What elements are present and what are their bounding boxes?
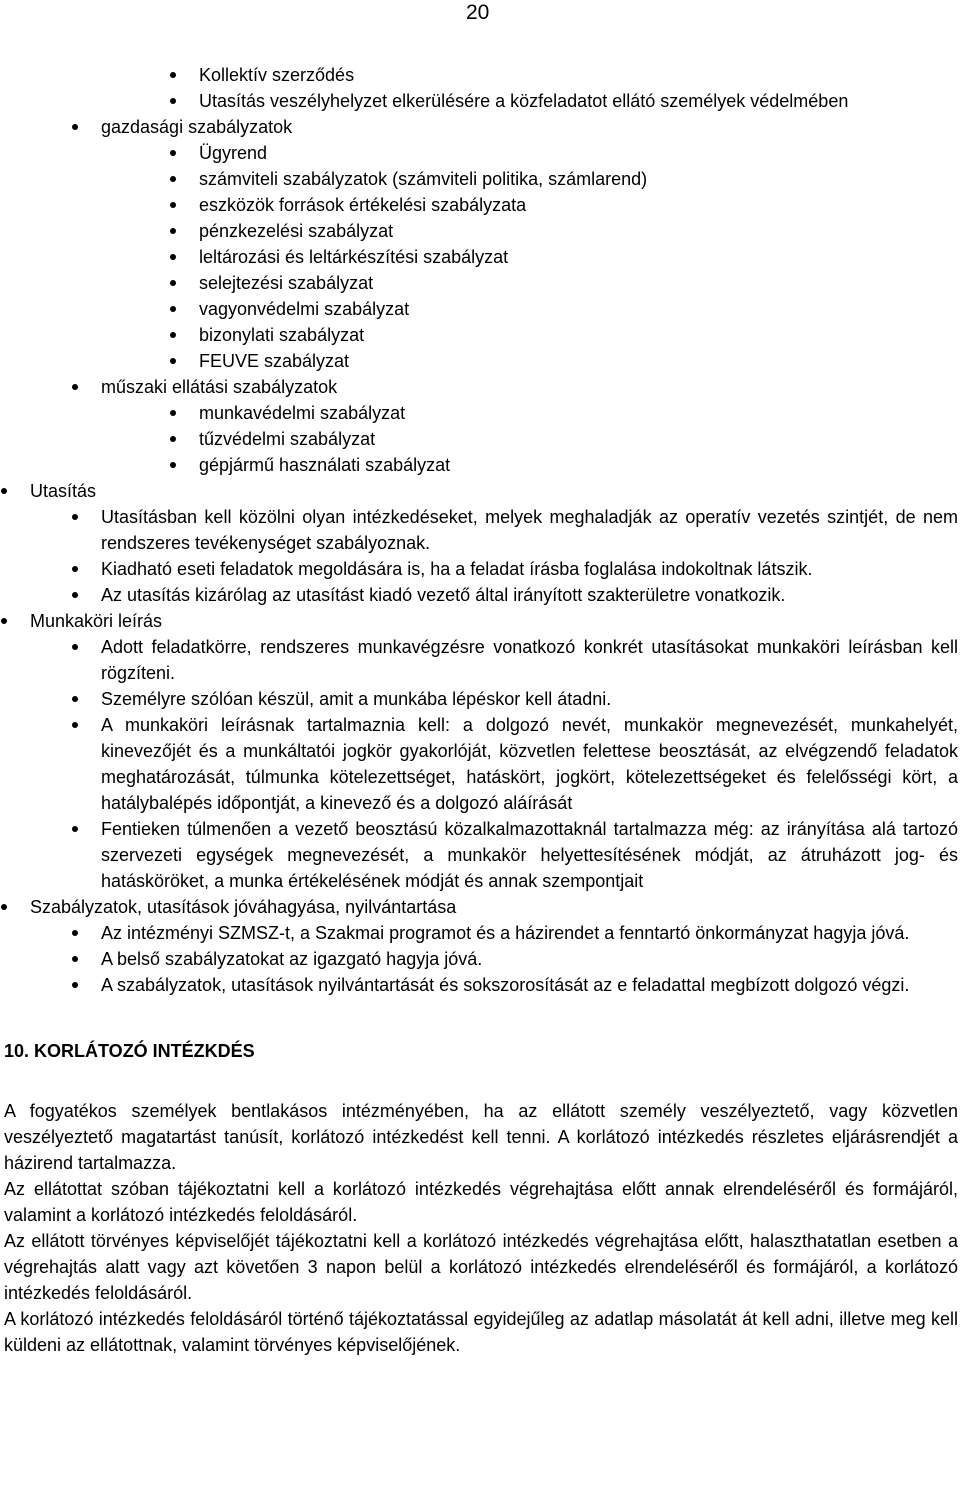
list-item: Utasításban kell közölni olyan intézkedéseket, melyek meghaladják az operatív vezetés szintjét, de nem rendszeres tevékenységet szabályoznak. (0, 504, 958, 556)
list-item: FEUVE szabályzat (0, 348, 958, 374)
list-item: selejtezési szabályzat (0, 270, 958, 296)
list-item: számviteli szabályzatok (számviteli politika, számlarend) (0, 166, 958, 192)
list-item: tűzvédelmi szabályzat (0, 426, 958, 452)
list-item: pénzkezelési szabályzat (0, 218, 958, 244)
list-item: Személyre szólóan készül, amit a munkába lépéskor kell átadni. (0, 686, 958, 712)
list-item: Fentieken túlmenően a vezető beosztású közalkalmazottaknál tartalmazza még: az irányítása alá tartozó szervezeti egységek megnevezését, a munkakör helyettesítésének módját, az átruházott jog- és hatásköröket, a munka értékelésének módját és annak szempontjait (0, 816, 958, 894)
paragraph: A fogyatékos személyek bentlakásos intézményében, ha az ellátott személy veszélyeztető, vagy közvetlen veszélyeztető magatartást tanúsít, korlátozó intézkedést kell tenni. A korlátozó intézkedés részletes eljárásrendjét a házirend tartalmazza. (4, 1101, 958, 1173)
list-item: A munkaköri leírásnak tartalmaznia kell: a dolgozó nevét, munkakör megnevezését, munkahelyét, kinevezőjét és a munkáltatói jogkör gyakorlóját, közvetlen felettese beosztását, az elvégzendő feladatok meghatározását, túlmunka kötelezettséget, hatáskört, jogkört, kötelezettségeket és felelősségi kört, a hatálybalépés időpontját, a kinevező és a dolgozó aláírását (0, 712, 958, 816)
outline-list (0, 62, 958, 998)
list-item: gépjármű használati szabályzat (0, 452, 958, 478)
list-item: Munkaköri leírás (0, 608, 958, 634)
document-body (0, 62, 958, 1358)
list-item: A belső szabályzatokat az igazgató hagyja jóvá. (0, 946, 958, 972)
list-item: munkavédelmi szabályzat (0, 400, 958, 426)
list-item: Ügyrend (0, 140, 958, 166)
list-item: vagyonvédelmi szabályzat (0, 296, 958, 322)
list-item: leltározási és leltárkészítési szabályzat (0, 244, 958, 270)
list-item: eszközök források értékelési szabályzata (0, 192, 958, 218)
list-item: A szabályzatok, utasítások nyilvántartását és sokszorosítását az e feladattal megbízott dolgozó végzi. (0, 972, 958, 998)
list-item: műszaki ellátási szabályzatok (0, 374, 958, 400)
list-item: Szabályzatok, utasítások jóváhagyása, nyilvántartása (0, 894, 958, 920)
list-item: Az intézményi SZMSZ-t, a Szakmai programot és a házirendet a fenntartó önkormányzat hagyja jóvá. (0, 920, 958, 946)
list-item: Az utasítás kizárólag az utasítást kiadó vezető által irányított szakterületre vonatkozik. (0, 582, 958, 608)
section-title: 10. KORLÁTOZÓ INTÉZKDÉS (4, 1041, 255, 1061)
paragraph: Az ellátottat szóban tájékoztatni kell a korlátozó intézkedés végrehajtása előtt annak elrendeléséről és formájáról, valamint a korlátozó intézkedés feloldásáról. (4, 1179, 958, 1225)
list-item: Utasítás veszélyhelyzet elkerülésére a közfeladatot ellátó személyek védelmében (0, 88, 958, 114)
paragraph: A korlátozó intézkedés feloldásáról történő tájékoztatással egyidejűleg az adatlap másolatát át kell adni, illetve meg kell küldeni az ellátottnak, valamint törvényes képviselőjének. (4, 1309, 958, 1355)
list-item: Kollektív szerződés (0, 62, 958, 88)
list-item: Adott feladatkörre, rendszeres munkavégzésre vonatkozó konkrét utasításokat munkaköri leírásban kell rögzíteni. (0, 634, 958, 686)
page-number: 20 (466, 1, 490, 24)
list-item: bizonylati szabályzat (0, 322, 958, 348)
paragraph: Az ellátott törvényes képviselőjét tájékoztatni kell a korlátozó intézkedés végrehajtása előtt, halaszthatatlan esetben a végrehajtás alatt vagy azt követően 3 napon belül a korlátozó intézkedés elrendeléséről és formájáról, a korlátozó intézkedés feloldásáról. (4, 1231, 958, 1303)
list-item: gazdasági szabályzatok (0, 114, 958, 140)
list-item: Kiadható eseti feladatok megoldására is, ha a feladat írásba foglalása indokoltnak látszik. (0, 556, 958, 582)
list-item: Utasítás (0, 478, 958, 504)
